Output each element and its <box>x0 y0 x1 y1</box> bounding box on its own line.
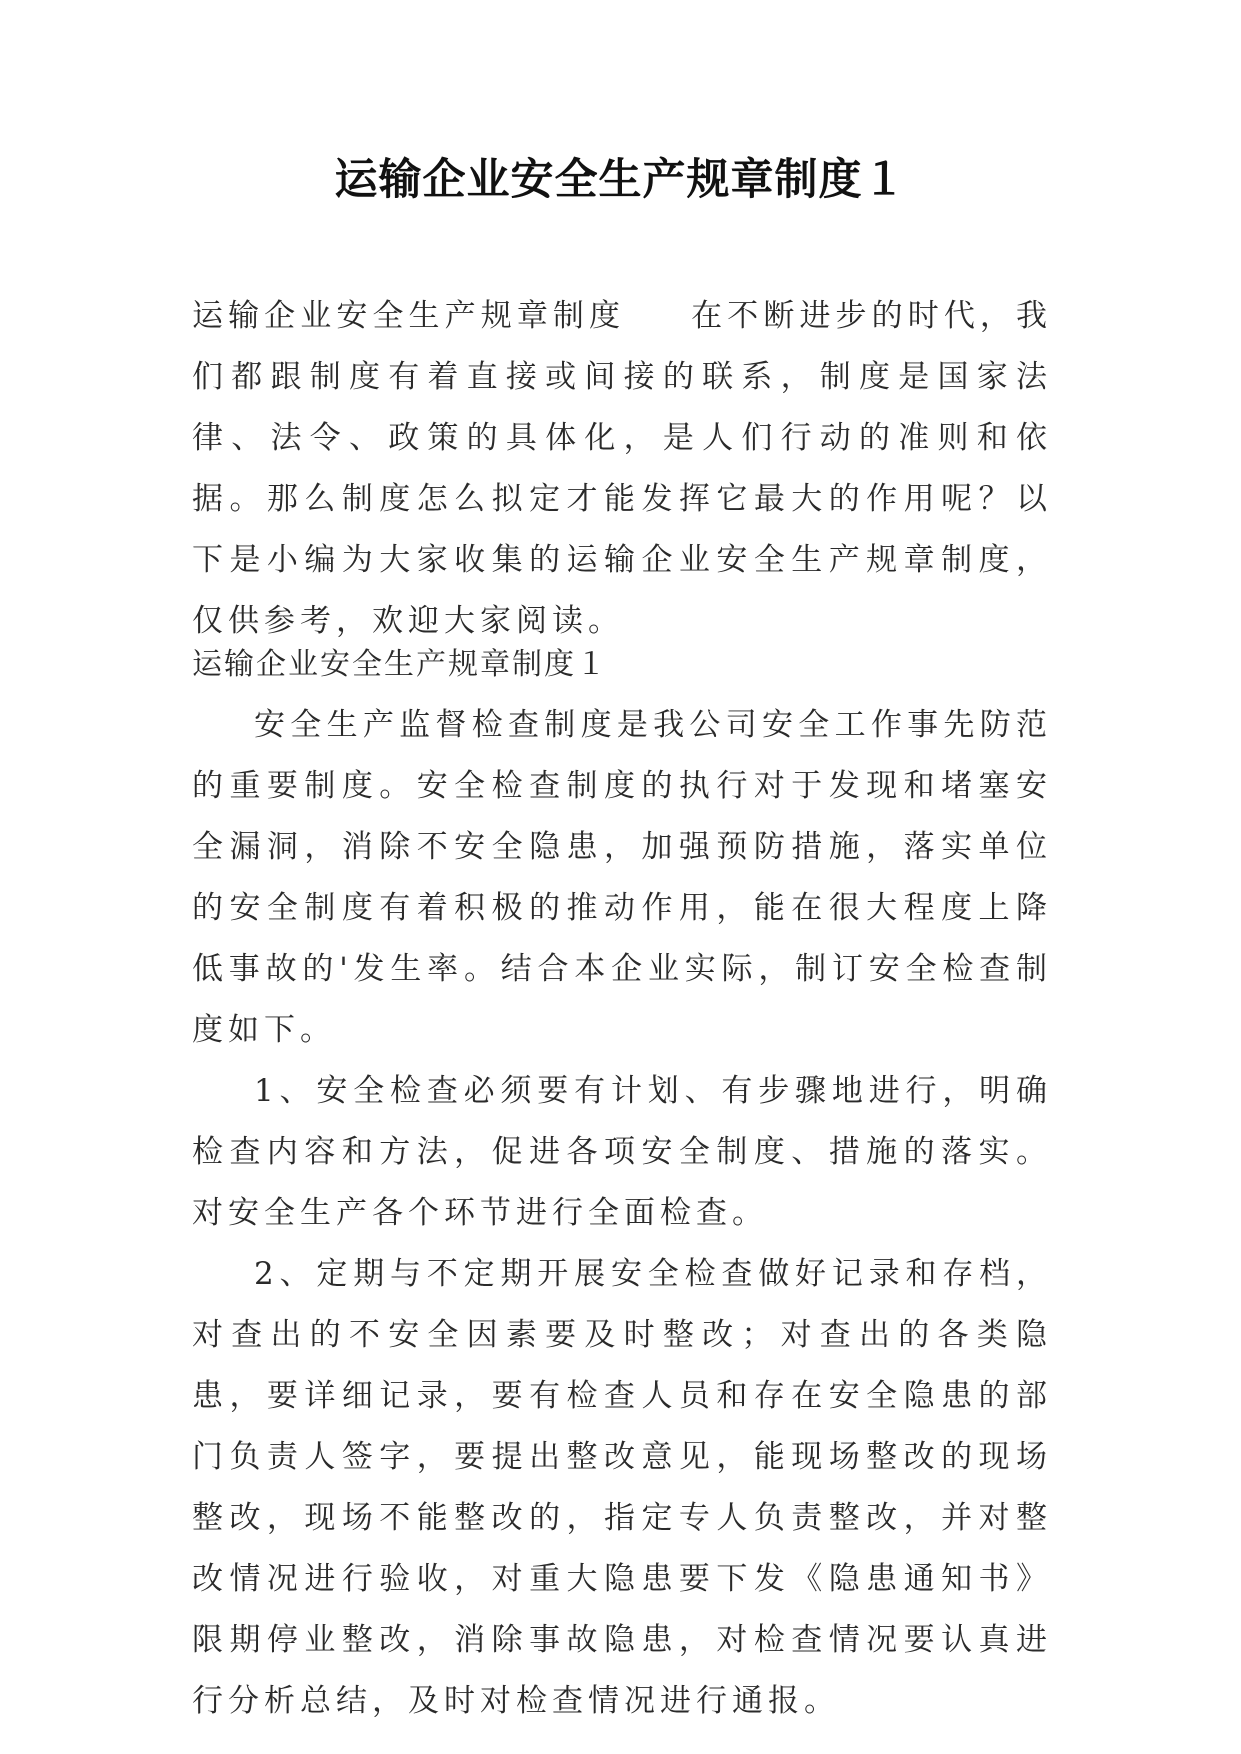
paragraph-3: 2、定期与不定期开展安全检查做好记录和存档，对查出的不安全因素要及时整改；对查出的各类隐患，要详细记录，要有检查人员和存在安全隐患的部门负责人签字，要提出整改意见，能现场整改的现场整改，现场不能整改的，指定专人负责整改，并对整改情况进行验收，对重大隐患要下发《隐患通知书》限期停业整改，消除事故隐患，对检查情况要认真进行分析总结，及时对检查情况进行通报。 <box>192 1256 1052 1719</box>
intro-lead: 运输企业安全生产规章制度 <box>192 298 626 334</box>
intro-text: 在不断进步的时代，我们都跟制度有着直接或间接的联系，制度是国家法律、法令、政策的具体化，是人们行动的准则和依据。那么制度怎么拟定才能发挥它最大的作用呢？以下是小编为大家收集的运输企业安全生产规章制度，仅供参考，欢迎大家阅读。 <box>192 298 1053 639</box>
document-title: 运输企业安全生产规章制度１ <box>334 155 907 205</box>
section-heading: 运输企业安全生产规章制度１ <box>192 647 608 682</box>
paragraph-1: 安全生产监督检查制度是我公司安全工作事先防范的重要制度。安全检查制度的执行对于发现和堵塞安全漏洞，消除不安全隐患，加强预防措施，落实单位的安全制度有着积极的推动作用，能在很大程度上降低事故的'发生率。结合本企业实际，制订安全检查制度如下。 <box>192 707 1052 1048</box>
intro-block <box>192 286 1052 652</box>
section-block <box>192 634 1052 1732</box>
paragraph-2: 1、安全检查必须要有计划、有步骤地进行，明确检查内容和方法，促进各项安全制度、措施的落实。对安全生产各个环节进行全面检查。 <box>192 1073 1052 1231</box>
intro-paragraph <box>192 286 1052 652</box>
